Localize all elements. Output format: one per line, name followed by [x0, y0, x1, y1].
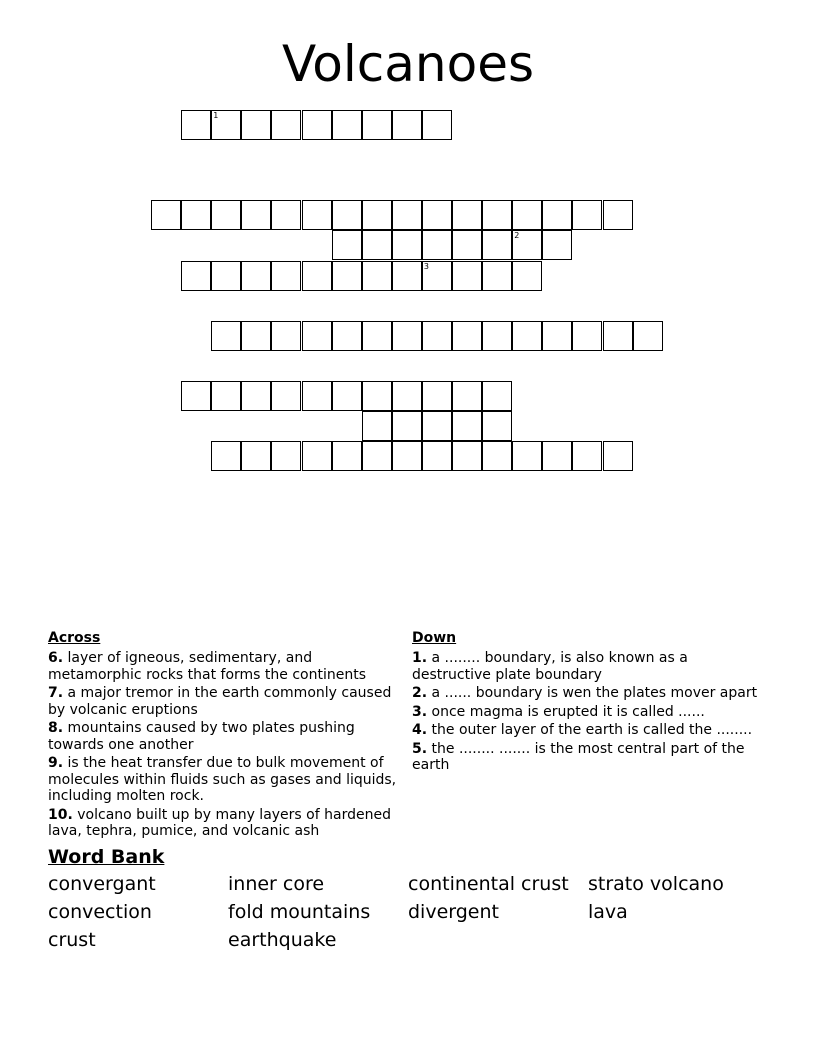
grid-cell[interactable]: [482, 200, 512, 230]
grid-cell[interactable]: [362, 381, 392, 411]
clue-number: 8.: [48, 720, 64, 736]
grid-cell[interactable]: [302, 441, 332, 471]
grid-cell[interactable]: [151, 200, 181, 230]
grid-cell[interactable]: [392, 261, 422, 291]
grid-cell[interactable]: [211, 110, 241, 140]
grid-cell[interactable]: [422, 200, 452, 230]
grid-cell[interactable]: [482, 321, 512, 351]
grid-cell[interactable]: [542, 200, 572, 230]
grid-cell[interactable]: [332, 381, 362, 411]
grid-cell[interactable]: [302, 110, 332, 140]
grid-cell[interactable]: [422, 321, 452, 351]
grid-cell[interactable]: [422, 230, 452, 260]
grid-cell[interactable]: [392, 110, 422, 140]
clue-number: 3.: [412, 703, 428, 720]
grid-cell[interactable]: [392, 441, 422, 471]
down-clue: [412, 704, 762, 721]
down-clue-list: [412, 650, 762, 776]
grid-cell[interactable]: [422, 381, 452, 411]
page-title: Volcanoes: [281, 35, 535, 93]
grid-cell[interactable]: [542, 441, 572, 471]
grid-cell[interactable]: [362, 110, 392, 140]
word-bank-item: continental crust: [408, 873, 569, 895]
down-clue: [412, 741, 762, 774]
across-clue: [48, 685, 408, 718]
grid-cell[interactable]: [362, 321, 392, 351]
grid-cell[interactable]: [452, 321, 482, 351]
grid-cell[interactable]: [271, 321, 301, 351]
grid-cell[interactable]: [362, 441, 392, 471]
cell-number: 2: [514, 231, 520, 241]
word-bank-item: earthquake: [228, 929, 337, 951]
grid-cell[interactable]: [542, 321, 572, 351]
clue-text: layer of igneous, sedimentary, and metamorphic rocks that forms the continents: [48, 650, 366, 683]
clue-number: 2.: [412, 685, 428, 701]
grid-cell[interactable]: [482, 411, 512, 441]
grid-cell[interactable]: [271, 261, 301, 291]
grid-cell[interactable]: [211, 321, 241, 351]
grid-cell[interactable]: [181, 110, 211, 140]
grid-cell[interactable]: [332, 261, 362, 291]
grid-cell[interactable]: [482, 261, 512, 291]
grid-cell[interactable]: [241, 321, 271, 351]
grid-cell[interactable]: [332, 200, 362, 230]
grid-cell[interactable]: [422, 441, 452, 471]
clue-text: the ........ ....... is the most central part of the earth: [412, 740, 745, 773]
grid-cell[interactable]: [452, 411, 482, 441]
grid-cell[interactable]: [181, 381, 211, 411]
grid-cell[interactable]: [332, 110, 362, 140]
down-clue: [412, 650, 762, 683]
grid-cell[interactable]: [452, 381, 482, 411]
down-clue: [412, 722, 762, 739]
grid-cell[interactable]: [241, 381, 271, 411]
clue-number: 6.: [48, 650, 64, 666]
clue-number: 10.: [48, 806, 73, 823]
grid-cell[interactable]: [422, 110, 452, 140]
grid-cell[interactable]: [241, 200, 271, 230]
grid-cell[interactable]: [271, 381, 301, 411]
grid-cell[interactable]: [603, 441, 633, 471]
grid-cell[interactable]: [271, 200, 301, 230]
grid-cell[interactable]: [512, 200, 542, 230]
across-clue: [48, 650, 408, 683]
word-bank-item: divergent: [408, 901, 499, 923]
clue-number: 1.: [412, 650, 428, 666]
grid-cell[interactable]: [452, 230, 482, 260]
grid-cell[interactable]: [603, 200, 633, 230]
grid-cell[interactable]: [211, 200, 241, 230]
across-clue: [48, 755, 408, 805]
grid-cell[interactable]: [332, 441, 362, 471]
grid-cell[interactable]: [302, 200, 332, 230]
grid-cell[interactable]: [392, 411, 422, 441]
grid-cell[interactable]: [452, 261, 482, 291]
clue-number: 5.: [412, 740, 428, 757]
grid-cell[interactable]: [392, 230, 422, 260]
grid-cell[interactable]: [572, 321, 602, 351]
grid-cell[interactable]: [271, 441, 301, 471]
down-clue: [412, 685, 762, 702]
grid-cell[interactable]: [392, 381, 422, 411]
grid-cell[interactable]: [211, 381, 241, 411]
grid-cell[interactable]: [302, 381, 332, 411]
cell-number: 3: [423, 261, 429, 271]
clue-text: mountains caused by two plates pushing towards one another: [48, 720, 355, 753]
clue-text: is the heat transfer due to bulk movement of molecules within fluids such as gases and liquids, including molten rock.: [48, 755, 397, 804]
grid-cell[interactable]: [572, 200, 602, 230]
across-clue-list: [48, 650, 408, 842]
grid-cell[interactable]: [603, 321, 633, 351]
grid-cell[interactable]: [422, 261, 452, 291]
grid-cell[interactable]: [211, 441, 241, 471]
clue-text: a ...... boundary is wen the plates mover apart: [431, 685, 758, 701]
clue-text: once magma is erupted it is called ......: [431, 703, 705, 720]
grid-cell[interactable]: [362, 230, 392, 260]
grid-cell[interactable]: [512, 441, 542, 471]
clue-number: 9.: [48, 755, 64, 771]
word-bank-heading: Word Bank: [48, 846, 165, 868]
grid-cell[interactable]: [512, 261, 542, 291]
grid-cell[interactable]: [422, 411, 452, 441]
grid-cell[interactable]: [482, 230, 512, 260]
cell-number: 1: [213, 111, 219, 120]
word-bank-item: strato volcano: [588, 873, 724, 895]
clue-number: 4.: [412, 722, 428, 738]
clue-number: 7.: [48, 685, 64, 701]
word-bank-item: convection: [48, 901, 152, 923]
grid-cell[interactable]: [241, 441, 271, 471]
across-heading: Across: [48, 630, 101, 646]
word-bank-item: convergant: [48, 873, 156, 895]
grid-cell[interactable]: [302, 321, 332, 351]
word-bank-item: lava: [588, 901, 628, 923]
grid-cell[interactable]: [332, 230, 362, 260]
across-clue: [48, 807, 408, 840]
grid-cell[interactable]: [542, 230, 572, 260]
grid-cell[interactable]: [181, 200, 211, 230]
clue-text: the outer layer of the earth is called the ........: [431, 722, 753, 738]
clue-text: a ........ boundary, is also known as a destructive plate boundary: [412, 650, 688, 683]
grid-cell[interactable]: [512, 230, 542, 260]
grid-cell[interactable]: [572, 441, 602, 471]
grid-cell[interactable]: [241, 110, 271, 140]
word-bank-item: inner core: [228, 873, 325, 895]
grid-cell[interactable]: [452, 200, 482, 230]
grid-cell[interactable]: [392, 200, 422, 230]
clue-text: a major tremor in the earth commonly caused by volcanic eruptions: [48, 685, 392, 718]
grid-cell[interactable]: [271, 110, 301, 140]
grid-cell[interactable]: [482, 441, 512, 471]
grid-cell[interactable]: [392, 321, 422, 351]
grid-cell[interactable]: [211, 261, 241, 291]
grid-cell[interactable]: [452, 441, 482, 471]
grid-cell[interactable]: [241, 261, 271, 291]
grid-cell[interactable]: [332, 321, 362, 351]
down-heading: Down: [412, 630, 457, 646]
clue-text: volcano built up by many layers of hardened lava, tephra, pumice, and volcanic ash: [48, 806, 391, 839]
grid-cell[interactable]: [482, 381, 512, 411]
grid-cell[interactable]: [362, 411, 392, 441]
grid-cell[interactable]: [181, 261, 211, 291]
grid-cell[interactable]: [633, 321, 663, 351]
across-clue: [48, 720, 408, 753]
word-bank: [48, 873, 768, 957]
word-bank-item: crust: [48, 929, 96, 951]
grid-cell[interactable]: [362, 200, 392, 230]
word-bank-item: fold mountains: [228, 901, 371, 923]
grid-cell[interactable]: [512, 321, 542, 351]
grid-cell[interactable]: [362, 261, 392, 291]
grid-cell[interactable]: [302, 261, 332, 291]
